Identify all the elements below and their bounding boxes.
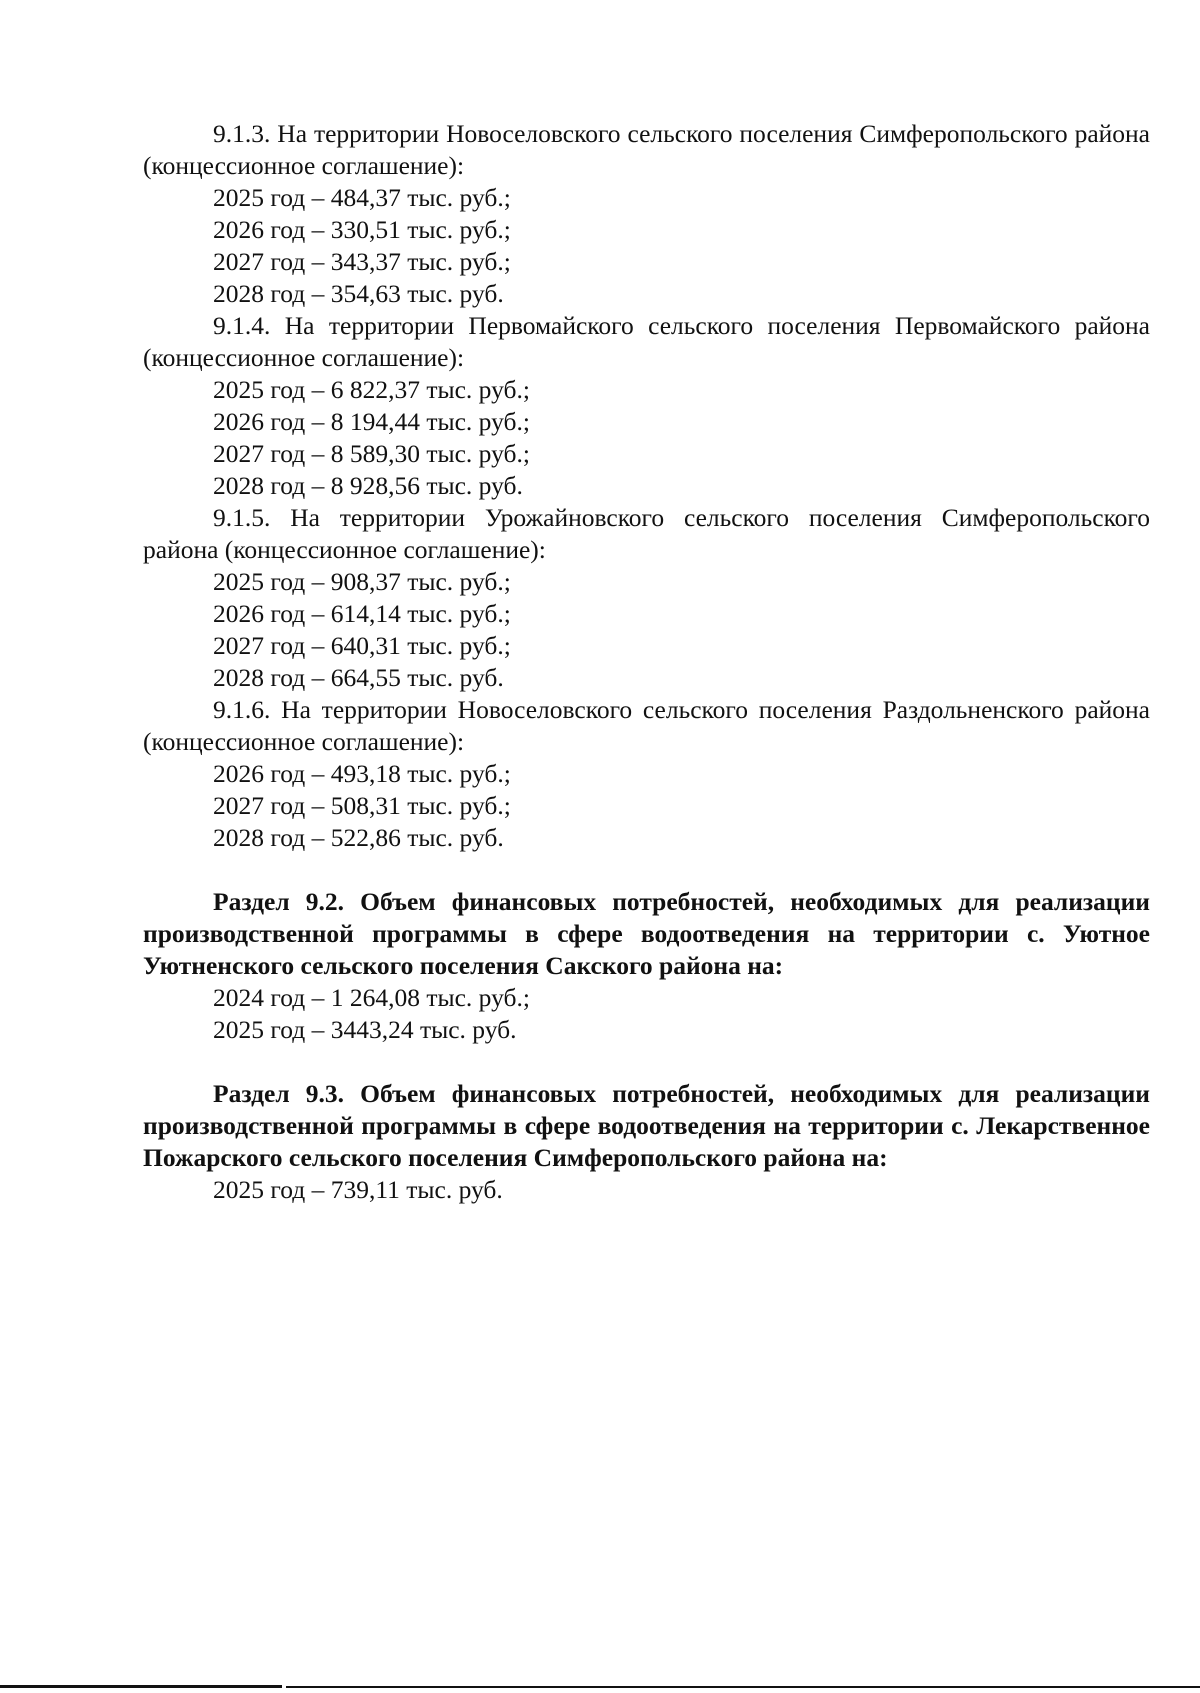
list-item: 2025 год – 3443,24 тыс. руб. (213, 1015, 517, 1044)
list-item: 2026 год – 330,51 тыс. руб.; (213, 215, 511, 244)
list-item: 2027 год – 640,31 тыс. руб.; (213, 631, 511, 660)
list-item: 2025 год – 739,11 тыс. руб. (213, 1175, 503, 1204)
document-page (143, 118, 1150, 1206)
page-bottom-line (0, 1685, 282, 1688)
list-item: 2028 год – 354,63 тыс. руб. (213, 279, 504, 308)
list-item: 2024 год – 1 264,08 тыс. руб.; (213, 983, 530, 1012)
paragraph-9-1-6: 9.1.6. На территории Новоселовского сельского поселения Раздольненского района (концессионное соглашение): (143, 695, 1150, 756)
list-item: 2027 год – 8 589,30 тыс. руб.; (213, 439, 530, 468)
list-item: 2027 год – 343,37 тыс. руб.; (213, 247, 511, 276)
list-item: 2025 год – 484,37 тыс. руб.; (213, 183, 511, 212)
section-heading-9-2: Раздел 9.2. Объем финансовых потребностей, необходимых для реализации производственной программы в сфере водоотведения на территории с. Уютное Уютненского сельского поселения Сакского района на: (143, 887, 1150, 980)
list-item: 2027 год – 508,31 тыс. руб.; (213, 791, 511, 820)
list-item: 2026 год – 614,14 тыс. руб.; (213, 599, 511, 628)
spacer (143, 854, 1150, 886)
list-item: 2026 год – 493,18 тыс. руб.; (213, 759, 511, 788)
section-heading-9-3: Раздел 9.3. Объем финансовых потребностей, необходимых для реализации производственной программы в сфере водоотведения на территории с. Лекарственное Пожарского сельского поселения Симферопольского района на: (143, 1079, 1150, 1172)
list-item: 2026 год – 8 194,44 тыс. руб.; (213, 407, 530, 436)
paragraph-9-1-4: 9.1.4. На территории Первомайского сельского поселения Первомайского района (концессионное соглашение): (143, 311, 1150, 372)
list-item: 2028 год – 522,86 тыс. руб. (213, 823, 504, 852)
paragraph-9-1-5: 9.1.5. На территории Урожайновского сельского поселения Симферопольского района (концессионное соглашение): (143, 503, 1150, 564)
paragraph-9-1-3: 9.1.3. На территории Новоселовского сельского поселения Симферопольского района (концессионное соглашение): (143, 119, 1150, 180)
page-bottom-line (286, 1686, 1200, 1688)
list-item: 2028 год – 664,55 тыс. руб. (213, 663, 504, 692)
spacer (143, 1046, 1150, 1078)
list-item: 2028 год – 8 928,56 тыс. руб. (213, 471, 523, 500)
list-item: 2025 год – 6 822,37 тыс. руб.; (213, 375, 530, 404)
list-item: 2025 год – 908,37 тыс. руб.; (213, 567, 511, 596)
